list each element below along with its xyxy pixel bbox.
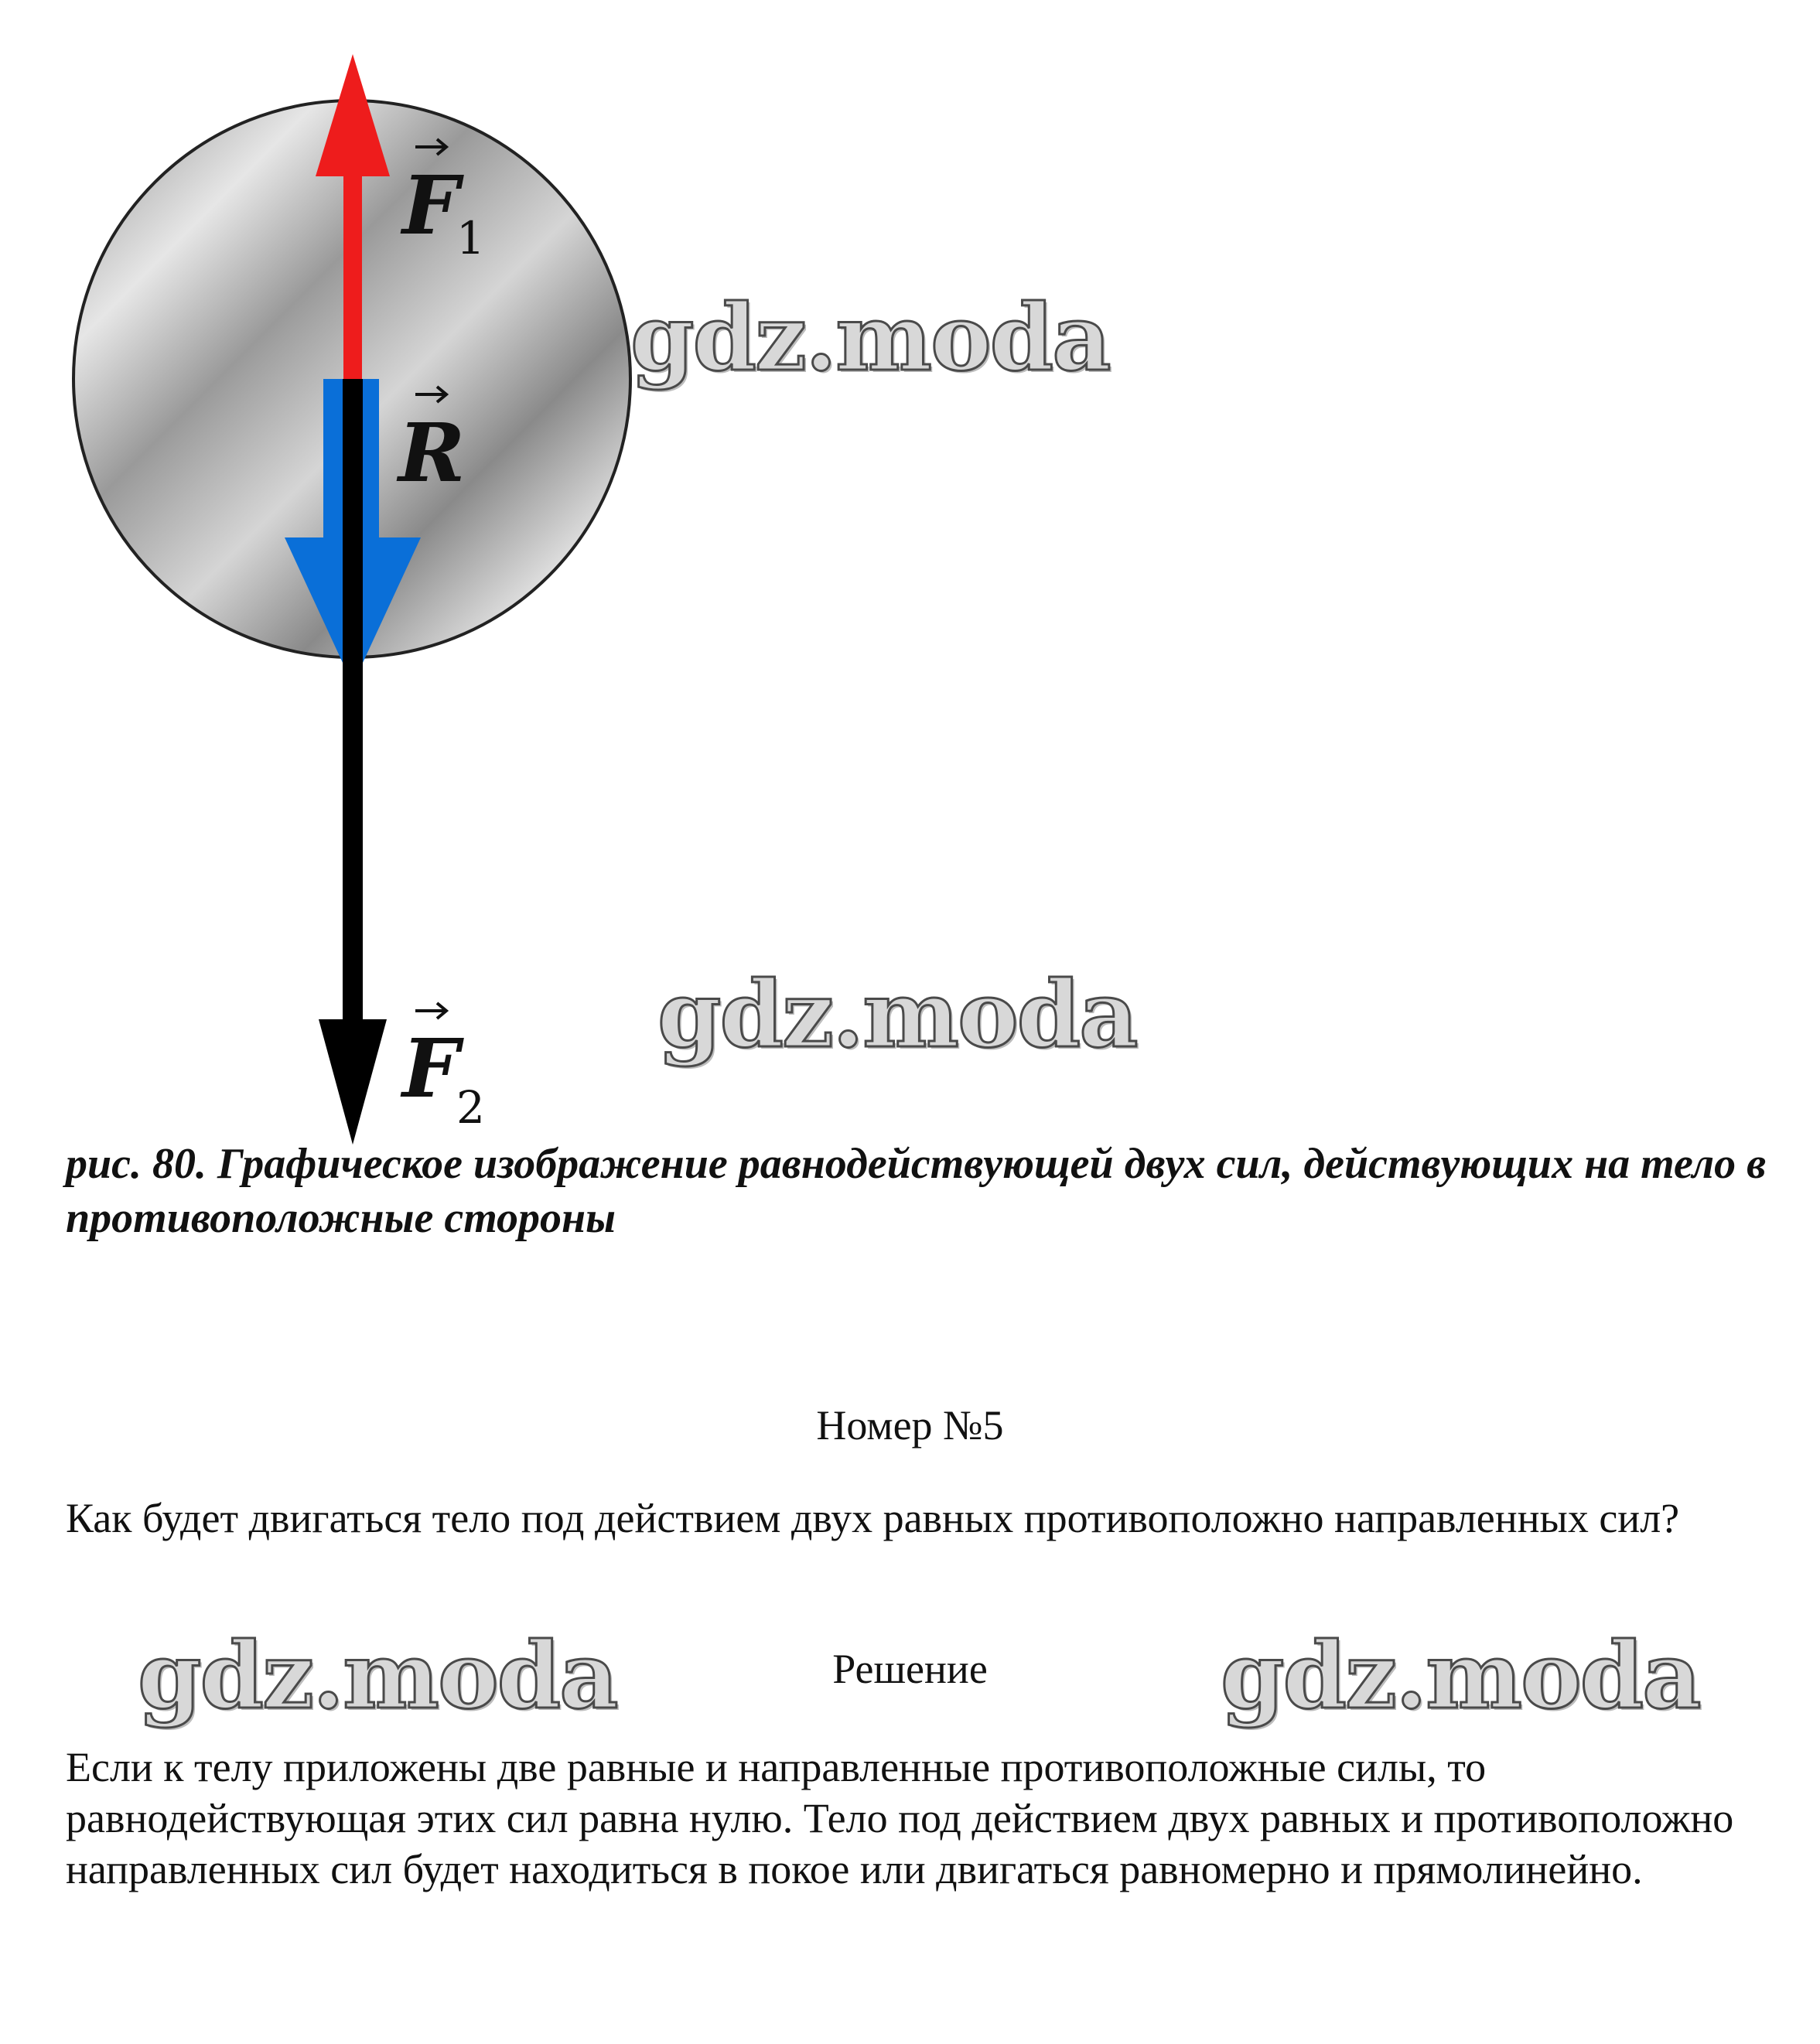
label-f1: F — [402, 158, 459, 253]
label-f1-sub: 1 — [456, 212, 485, 264]
solution-label: Решение — [832, 1646, 988, 1692]
watermark: gdz.moda — [657, 961, 1137, 1068]
problem-title: Номер №5 — [816, 1402, 1004, 1449]
label-r: R — [398, 405, 466, 500]
watermark: gdz.moda — [1221, 1622, 1700, 1729]
label-f2-sub: 2 — [456, 1081, 485, 1134]
problem-question: Как будет двигаться тело под действием двух равных противоположно направленных сил? — [66, 1495, 1680, 1541]
solution-text: Если к телу приложены две равные и направленные противоположные силы, то равнодействующая этих сил равна нулю. Тело под действием двух равных и противоположно направленных сил будет находиться в покое или двигаться равномерно и прямолинейно. — [66, 1744, 1734, 1892]
label-f2: F — [402, 1021, 459, 1116]
watermark: gdz.moda — [138, 1622, 617, 1729]
figure-caption: рис. 80. Графическое изображение равнодействующей двух сил, действующих на тело в противоположные стороны — [66, 1140, 1767, 1242]
watermark: gdz.moda — [630, 284, 1110, 391]
